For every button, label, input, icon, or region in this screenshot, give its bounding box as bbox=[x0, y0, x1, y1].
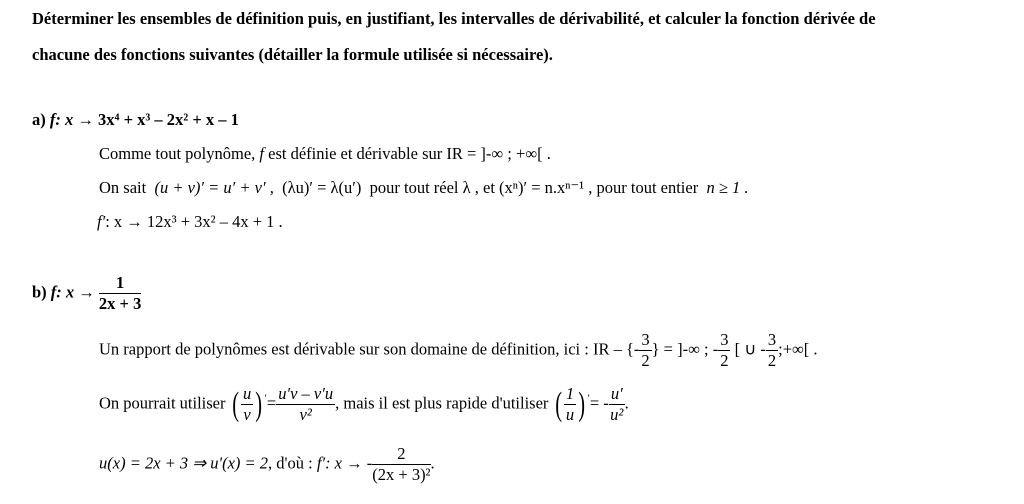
part-a-derivative-line bbox=[97, 212, 283, 232]
part-b-function-name: f bbox=[50, 282, 57, 302]
quot-v: v bbox=[243, 404, 251, 424]
part-b-domain-end: ;+∞[ . bbox=[778, 339, 818, 359]
quot-u: u bbox=[242, 384, 252, 403]
part-b-result-denominator: (2x + 3)² bbox=[372, 464, 431, 484]
quotient-u-over-v bbox=[241, 386, 253, 423]
rule-power: (xⁿ)′ = n.xⁿ⁻¹ bbox=[499, 178, 585, 197]
rule-power-condition: n ≥ 1 . bbox=[706, 178, 749, 197]
frac-2-den: 2 bbox=[767, 350, 777, 370]
part-a-derivative-name: f′ bbox=[97, 212, 106, 231]
inverse-result-fraction bbox=[609, 386, 625, 423]
part-b-conclusion-line: u(x) = 2x + 3 ⇒ u′(x) = 2, d'où : f′: x → - $\frac{2}{\text{(2x + 3)²}}$ . bbox=[99, 444, 435, 484]
part-b-derivative-name: f′ bbox=[316, 453, 326, 473]
part-a-domain-text-2: est définie et dérivable sur bbox=[268, 144, 443, 163]
part-a-label: a) bbox=[32, 110, 46, 129]
part-b-domain-start: IR – {- bbox=[592, 339, 640, 359]
rule-scalar: (λu)′ = λ(u′) bbox=[282, 178, 362, 197]
inv-num: 1 bbox=[565, 384, 575, 403]
part-a-function-name: f bbox=[49, 110, 56, 129]
part-a-domain-f: f bbox=[259, 144, 265, 163]
rule-scalar-text: pour tout réel λ , et bbox=[369, 178, 495, 197]
part-a-domain-set: IR = ]-∞ ; +∞[ . bbox=[446, 144, 551, 163]
part-b-rules-line: On pourrait utiliser ( $\frac{u}{v}$ ) ′= $\frac{u'v - v'u}{\text{v²}}$ , mais il est plus rapide d'utiliser ( $\frac{1}{u}$ ) ′= - $\frac{u'}{\text{u²}}$ . bbox=[99, 384, 629, 424]
frac-2-den: 2 bbox=[720, 350, 729, 370]
part-b-rule-middle: , mais il est plus rapide d'utiliser bbox=[335, 393, 549, 413]
inv-result-den: u² bbox=[610, 404, 624, 424]
frac-3-num: 3 bbox=[767, 330, 777, 349]
inv-den: u bbox=[565, 404, 575, 424]
instruction-line-2: chacune des fonctions suivantes (détailler la formule utilisée si nécessaire). bbox=[32, 45, 553, 64]
part-a-rules-line bbox=[99, 178, 749, 198]
part-a-heading bbox=[32, 110, 239, 130]
part-b-conclusion-text: , d'où : bbox=[268, 453, 313, 473]
frac-three-halves-3 bbox=[766, 332, 778, 369]
part-b-label: b) bbox=[32, 282, 47, 302]
quotient-rule-fraction bbox=[276, 386, 335, 423]
part-a-domain-line bbox=[99, 144, 551, 164]
part-a-mapsto: : x → bbox=[55, 110, 98, 129]
part-b-derivative-mapsto: : x → - bbox=[325, 453, 373, 473]
part-a-derivative-expression: : x → 12x³ + 3x² – 4x + 1 . bbox=[105, 212, 283, 231]
rule-power-text: , pour tout entier bbox=[588, 178, 699, 197]
inv-result-num: u′ bbox=[610, 384, 623, 403]
part-b-domain-line bbox=[99, 332, 818, 369]
part-b-heading bbox=[32, 275, 141, 312]
part-b-fraction-denominator: 2x + 3 bbox=[98, 293, 142, 313]
part-b-fraction-numerator: 1 bbox=[99, 275, 141, 294]
part-b-mapsto: : x → bbox=[56, 282, 99, 302]
part-b-domain-union: [ ∪ - bbox=[734, 339, 766, 359]
part-a-expression: 3x⁴ + x³ – 2x² + x – 1 bbox=[98, 110, 239, 129]
quotient-rule-denominator: v² bbox=[299, 404, 312, 424]
quotient-rule-numerator: u′v – v′u bbox=[278, 384, 334, 403]
frac-three-halves-1 bbox=[639, 332, 651, 369]
frac-3-num: 3 bbox=[720, 330, 729, 349]
part-b-function-fraction bbox=[99, 275, 141, 312]
part-b-result-fraction bbox=[372, 446, 430, 483]
part-b-rule-intro: On pourrait utiliser bbox=[99, 393, 226, 413]
part-b-u-definition: u(x) = 2x + 3 ⇒ u′(x) = 2 bbox=[99, 453, 269, 473]
part-a-domain-text: Comme tout polynôme, bbox=[99, 144, 256, 163]
instruction-line-1: Déterminer les ensembles de définition puis, en justifiant, les intervalles de dérivabilité, et calculer la fonction dérivée de bbox=[32, 9, 876, 28]
right-paren-icon: ) bbox=[578, 385, 586, 423]
inverse-1-over-u bbox=[564, 386, 576, 423]
part-b-domain-text: Un rapport de polynômes est dérivable sur son domaine de définition, ici : bbox=[99, 339, 589, 359]
frac-2-den: 2 bbox=[641, 350, 650, 370]
part-b-domain-mid: } = ]-∞ ; - bbox=[651, 339, 719, 359]
rule-sum: (u + v)′ = u′ + v′ , bbox=[154, 178, 274, 197]
frac-three-halves-2 bbox=[718, 332, 730, 369]
rule-intro: On sait bbox=[99, 178, 147, 197]
left-paren-icon: ( bbox=[231, 385, 239, 423]
frac-3-num: 3 bbox=[641, 330, 650, 349]
left-paren-icon: ( bbox=[554, 385, 562, 423]
right-paren-icon: ) bbox=[255, 385, 263, 423]
part-b-result-numerator: 2 bbox=[372, 446, 430, 465]
